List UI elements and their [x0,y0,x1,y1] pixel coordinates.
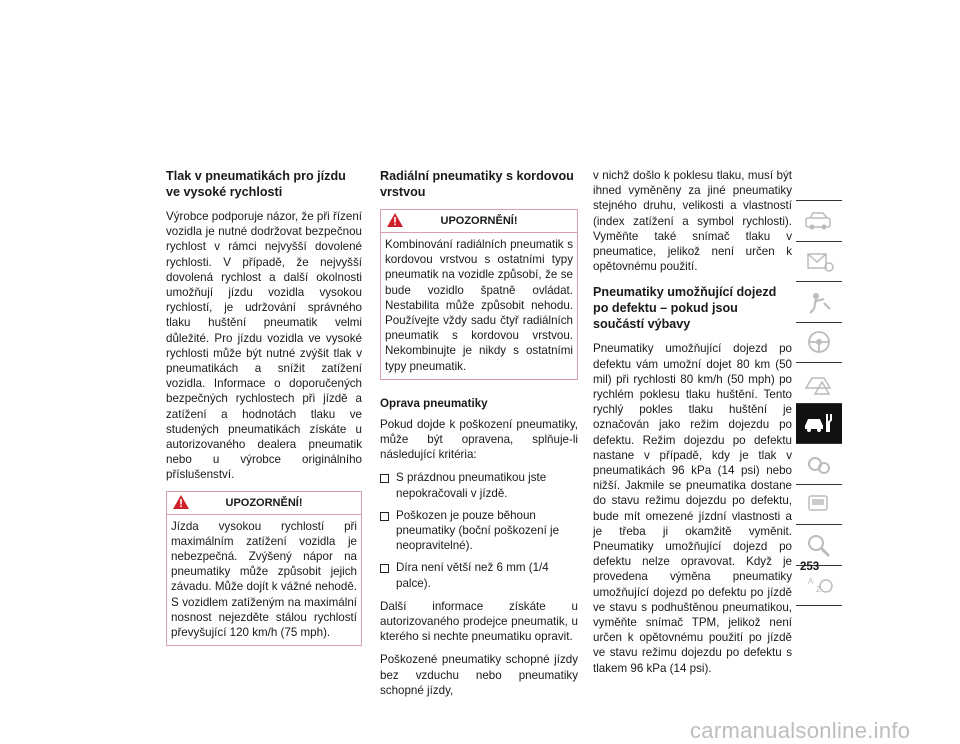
paragraph: v nichž došlo k poklesu tlaku, musí být ihned vyměněny za jiné pneumatiky stejného druhu, velikosti a vlastností (index zatížení a symbol rychlosti). Vyměňte také snímač tlaku v pneumatice, jelikož není určen k opětovnému použití. [593,169,792,274]
search-icon [802,532,836,558]
warning-box [166,491,362,647]
tab-car-info[interactable] [796,200,842,242]
maintenance-icon [802,451,836,477]
checkbox-bullet-icon [380,512,389,521]
tab-maintenance[interactable] [796,444,842,485]
warning-title: UPOZORNĚNÍ! [440,215,518,227]
steering-icon [802,329,836,355]
service-icon [802,410,836,436]
multimedia-icon [802,491,836,517]
svg-text:Z: Z [816,585,821,595]
paragraph: Pokud dojde k poškození pneumatiky, může být opravena, splňuje-li následující kritéria: [380,417,578,462]
warning-triangle-icon [387,213,403,227]
safety-icon [802,289,836,315]
page-number: 253 [800,561,820,573]
column-3 [593,168,792,684]
column-2 [380,168,578,706]
car-info-icon [802,208,836,234]
criteria-list [380,470,578,590]
paragraph: Další informace získáte u autorizovaného prodejce pneumatik, u kterého si nechte pneumatiku opravit. [380,599,578,644]
checkbox-bullet-icon [380,564,389,573]
section-heading: Radiální pneumatiky s kordovou vrstvou [380,169,574,199]
svg-text:A: A [808,577,814,587]
paragraph: Poškozené pneumatiky schopné jízdy bez vzduchu nebo pneumatiky schopné jízdy, [380,653,578,697]
paragraph: Výrobce podporuje názor, že při řízení vozidla je nutné dodržovat bezpečnou rychlost v rámci nejvyšší dovolené rychlosti. V případě, že nejvyšší dovolená rychlost a další okolnosti umožňují jízdu vozidla vysokou rychlostí, je udržování správného tlaku huštění pneumatik velmi důležité. Pro jízdu vozidla ve vysoké rychlosti může být nutné zvýšit tlak v pneumatikách a snížit zatížení vozidla. Informace o doporučených bezpečných rychlostech při jízdě a zatížení a hodnotách tlaku ve studených pneumatikách získáte u autorizovaného dealera pneumatik nebo u výrobce originálního příslušenství. [166,210,362,482]
watermark: carmanualsonline.info [690,718,911,743]
list-item-text: Poškozen je pouze běhoun pneumatiky (boční poškození je neopravitelné). [396,508,560,553]
list-item-text: Díra není větší než 6 mm (1/4 palce). [396,561,549,590]
list-item [380,560,578,590]
warning-triangle-icon [173,495,189,509]
warning-text: Kombinování radiálních pneumatik s kordovou vrstvou s ostatními typy pneumatik na vozidle způsobí, že se bude vozidlo špatně ovládat. Nestabilita může způsobit nehodu. Používejte vždy sadu čtyř radiálních pneumatik s kordovou vrstvou. Nekombinujte je nikdy s ostatními typy pneumatik. [385,238,573,373]
warning-header [167,492,361,515]
column-1 [166,168,362,654]
section-heading: Pneumatiky umožňující dojezd po defektu – pokud jsou součástí výbavy [593,285,777,332]
warning-title: UPOZORNĚNÍ! [225,496,303,509]
tab-multimedia[interactable] [796,485,842,526]
subsection-heading: Oprava pneumatiky [380,396,488,410]
index-icon [802,572,836,598]
tab-search[interactable] [796,525,842,566]
tab-warning[interactable] [796,363,842,404]
warning-text: Jízda vysokou rychlostí při maximálním zatížení vozidla je nebezpečná. Zvýšený nápor na pneumatiky může způsobit jejich závadu. Může dojít k vážné nehodě. S vozidlem zatíženým na maximální nosnost nejezděte stálou rychlostí převyšující 120 km/h (75 mph). [171,519,357,640]
section-heading: Tlak v pneumatikách pro jízdu ve vysoké rychlosti [166,169,346,199]
checkbox-bullet-icon [380,474,389,483]
controls-icon [802,248,836,274]
chapter-tabs [796,200,842,606]
paragraph: Pneumatiky umožňující dojezd po defektu vám umožní dojet 80 km (50 mil) při rychlosti 80 km/h (50 mph) po rychlém poklesu tlaku huštění. Tento rychlý pokles tlaku huštění je označován jako režim dojezdu po defektu. Režim dojezdu po defektu nastane v případě, kdy je tlak v pneumatikách 96 kPa (14 psi) nebo nižší. Jakmile se pneumatika dostane do stavu režimu dojezdu po defektu, bude mít omezené jízdní vlastnosti a je třeba ji okamžitě vyměnit. Pneumatiky umožňující dojezd po defektu nelze opravovat. Když je provedena výměna pneumatiky umožňující dojezd po defektu po jízdě ve stavu s podhuštěnou pneumatikou, vyměňte snímač TPM, jelikož není určen k opětovnému použití po jízdě ve stavu režimu dojezdu po defektu s tlakem 96 kPa (14 psi). [593,342,792,675]
tab-controls[interactable] [796,242,842,283]
warning-header [381,210,577,233]
list-item [380,470,578,500]
list-item [380,508,578,554]
tab-safety[interactable] [796,282,842,323]
warning-icon [802,370,836,396]
tab-steering[interactable] [796,323,842,364]
tab-service[interactable] [796,404,842,445]
list-item-text: S prázdnou pneumatikou jste nepokračovali v jízdě. [396,471,547,500]
warning-box [380,209,578,380]
